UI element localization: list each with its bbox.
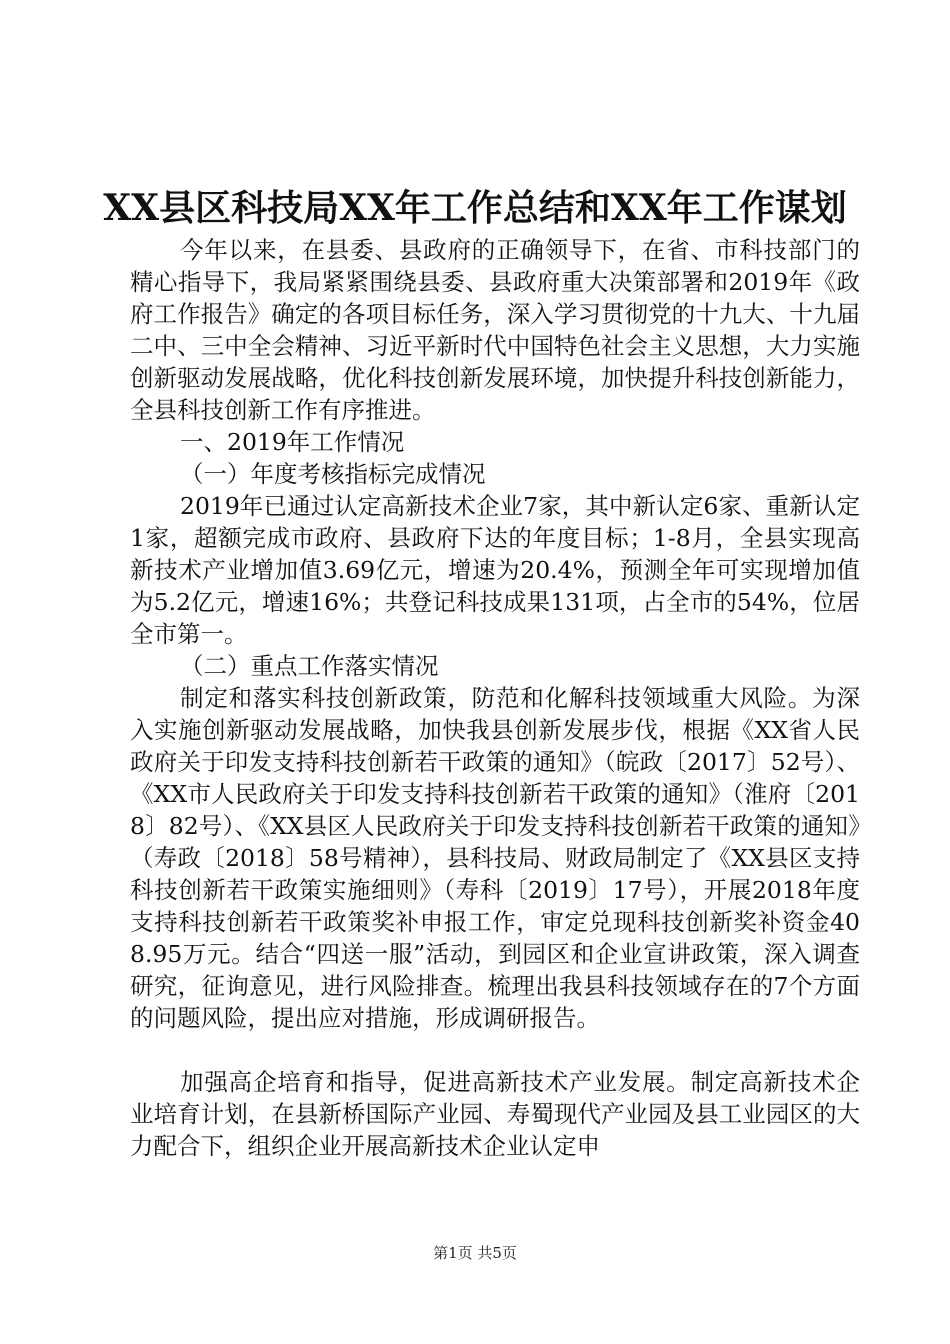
- page-footer: 第1页 共5页: [433, 1244, 517, 1262]
- enterprise-paragraph: 加强高企培育和指导，促进高新技术产业发展。制定高新技术企业培育计划，在县新桥国际产业园、寿蜀现代产业园及县工业园区的大力配合下，组织企业开展高新技术企业认定申: [130, 1068, 860, 1160]
- subsection-heading-2: （二）重点工作落实情况: [180, 652, 439, 680]
- intro-paragraph: 今年以来，在县委、县政府的正确领导下，在省、市科技部门的精心指导下，我局紧紧围绕县委、县政府重大决策部署和2019年《政府工作报告》确定的各项目标任务，深入学习贯彻党的十九大、十九届二中、三中全会精神、习近平新时代中国特色社会主义思想，大力实施创新驱动发展战略，优化科技创新发展环境，加快提升科技创新能力，全县科技创新工作有序推进。: [130, 236, 860, 424]
- subsection-heading-1: （一）年度考核指标完成情况: [180, 460, 486, 488]
- document-title: XX县区科技局XX年工作总结和XX年工作谋划: [103, 187, 847, 229]
- section-heading-1: 一、2019年工作情况: [180, 428, 405, 456]
- indicators-paragraph: 2019年已通过认定高新技术企业7家，其中新认定6家、重新认定1家，超额完成市政府、县政府下达的年度目标；1-8月，全县实现高新技术产业增加值3.69亿元，增速为20.4%，预测全年可实现增加值为5.2亿元，增速16%；共登记科技成果131项，占全市的54%，位居全市第一。: [130, 492, 860, 648]
- policy-paragraph: 制定和落实科技创新政策，防范和化解科技领域重大风险。为深入实施创新驱动发展战略，加快我县创新发展步伐，根据《XX省人民政府关于印发支持科技创新若干政策的通知》（皖政〔2017〕52号）、《XX市人民政府关于印发支持科技创新若干政策的通知》（淮府〔2018〕82号）、《XX县区人民政府关于印发支持科技创新若干政策的通知》（寿政〔2018〕58号精神），县科技局、财政局制定了《XX县区支持科技创新若干政策实施细则》（寿科〔2019〕17号），开展2018年度支持科技创新若干政策奖补申报工作，审定兑现科技创新奖补资金408.95万元。结合“四送一服”活动，到园区和企业宣讲政策，深入调查研究，征询意见，进行风险排查。梳理出我县科技领域存在的7个方面的问题风险，提出应对措施，形成调研报告。: [130, 684, 860, 1032]
- document-body: [130, 234, 860, 1162]
